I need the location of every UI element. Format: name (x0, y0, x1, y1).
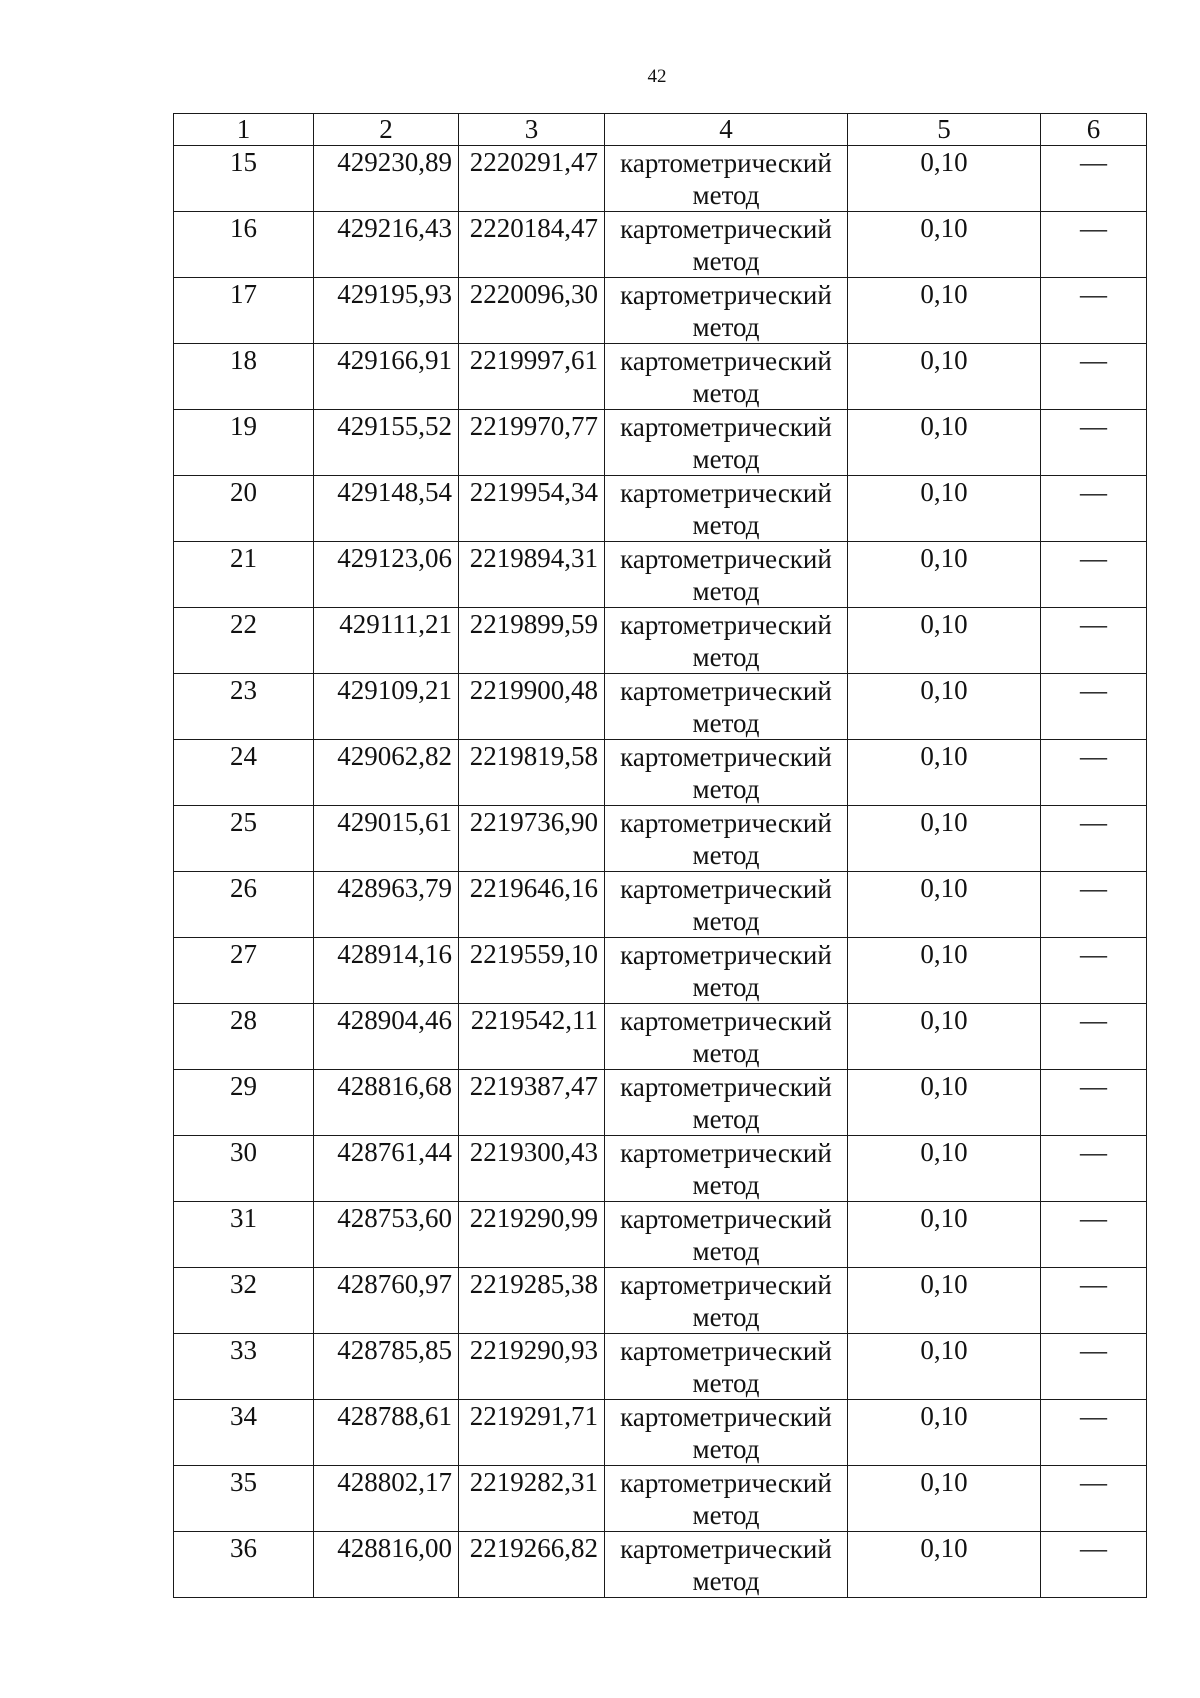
note-cell: — (1041, 1268, 1147, 1334)
point-number-cell: 17 (174, 278, 314, 344)
x-coordinate-cell: 428816,00 (314, 1532, 459, 1598)
y-coordinate-cell: 2220184,47 (459, 212, 605, 278)
table-row (174, 1466, 1147, 1532)
x-coordinate-cell: 429216,43 (314, 212, 459, 278)
table-row (174, 1400, 1147, 1466)
y-coordinate-cell: 2220291,47 (459, 146, 605, 212)
x-coordinate-cell: 429123,06 (314, 542, 459, 608)
accuracy-cell: 0,10 (848, 1532, 1041, 1598)
note-cell: — (1041, 1400, 1147, 1466)
y-coordinate-cell: 2219290,93 (459, 1334, 605, 1400)
x-coordinate-cell: 428802,17 (314, 1466, 459, 1532)
y-coordinate-cell: 2219970,77 (459, 410, 605, 476)
point-number-cell: 16 (174, 212, 314, 278)
method-cell: картометрический метод (605, 410, 848, 476)
method-cell: картометрический метод (605, 278, 848, 344)
coordinates-table (173, 113, 1147, 1598)
y-coordinate-cell: 2219900,48 (459, 674, 605, 740)
note-cell: — (1041, 1532, 1147, 1598)
note-cell: — (1041, 146, 1147, 212)
column-header: 1 (174, 114, 314, 146)
y-coordinate-cell: 2219819,58 (459, 740, 605, 806)
method-cell: картометрический метод (605, 1532, 848, 1598)
y-coordinate-cell: 2219285,38 (459, 1268, 605, 1334)
note-cell: — (1041, 806, 1147, 872)
table-row (174, 146, 1147, 212)
x-coordinate-cell: 428904,46 (314, 1004, 459, 1070)
note-cell: — (1041, 872, 1147, 938)
table-row (174, 212, 1147, 278)
note-cell: — (1041, 1202, 1147, 1268)
x-coordinate-cell: 428785,85 (314, 1334, 459, 1400)
y-coordinate-cell: 2219559,10 (459, 938, 605, 1004)
note-cell: — (1041, 278, 1147, 344)
point-number-cell: 24 (174, 740, 314, 806)
accuracy-cell: 0,10 (848, 674, 1041, 740)
point-number-cell: 31 (174, 1202, 314, 1268)
column-header: 4 (605, 114, 848, 146)
table-row (174, 608, 1147, 674)
y-coordinate-cell: 2219300,43 (459, 1136, 605, 1202)
accuracy-cell: 0,10 (848, 1070, 1041, 1136)
method-cell: картометрический метод (605, 1004, 848, 1070)
method-cell: картометрический метод (605, 608, 848, 674)
method-cell: картометрический метод (605, 740, 848, 806)
note-cell: — (1041, 344, 1147, 410)
accuracy-cell: 0,10 (848, 278, 1041, 344)
method-cell: картометрический метод (605, 1268, 848, 1334)
point-number-cell: 27 (174, 938, 314, 1004)
x-coordinate-cell: 429111,21 (314, 608, 459, 674)
accuracy-cell: 0,10 (848, 806, 1041, 872)
table-row (174, 344, 1147, 410)
table-body (174, 146, 1147, 1598)
x-coordinate-cell: 429195,93 (314, 278, 459, 344)
method-cell: картометрический метод (605, 1136, 848, 1202)
x-coordinate-cell: 429109,21 (314, 674, 459, 740)
header-row (174, 114, 1147, 146)
accuracy-cell: 0,10 (848, 542, 1041, 608)
method-cell: картометрический метод (605, 1202, 848, 1268)
table-row (174, 1136, 1147, 1202)
note-cell: — (1041, 938, 1147, 1004)
table-row (174, 872, 1147, 938)
table-row (174, 1202, 1147, 1268)
table-row (174, 1532, 1147, 1598)
accuracy-cell: 0,10 (848, 1004, 1041, 1070)
note-cell: — (1041, 1466, 1147, 1532)
x-coordinate-cell: 428761,44 (314, 1136, 459, 1202)
method-cell: картометрический метод (605, 806, 848, 872)
point-number-cell: 21 (174, 542, 314, 608)
point-number-cell: 34 (174, 1400, 314, 1466)
x-coordinate-cell: 429155,52 (314, 410, 459, 476)
y-coordinate-cell: 2219736,90 (459, 806, 605, 872)
table-row (174, 278, 1147, 344)
accuracy-cell: 0,10 (848, 1268, 1041, 1334)
method-cell: картометрический метод (605, 476, 848, 542)
table-row (174, 410, 1147, 476)
table-row (174, 1334, 1147, 1400)
note-cell: — (1041, 476, 1147, 542)
point-number-cell: 30 (174, 1136, 314, 1202)
x-coordinate-cell: 428760,97 (314, 1268, 459, 1334)
accuracy-cell: 0,10 (848, 938, 1041, 1004)
x-coordinate-cell: 429015,61 (314, 806, 459, 872)
x-coordinate-cell: 428788,61 (314, 1400, 459, 1466)
point-number-cell: 18 (174, 344, 314, 410)
note-cell: — (1041, 740, 1147, 806)
point-number-cell: 22 (174, 608, 314, 674)
method-cell: картометрический метод (605, 1400, 848, 1466)
point-number-cell: 15 (174, 146, 314, 212)
y-coordinate-cell: 2219387,47 (459, 1070, 605, 1136)
method-cell: картометрический метод (605, 212, 848, 278)
note-cell: — (1041, 212, 1147, 278)
point-number-cell: 20 (174, 476, 314, 542)
table-row (174, 1268, 1147, 1334)
page-number: 42 (647, 66, 667, 87)
x-coordinate-cell: 428963,79 (314, 872, 459, 938)
accuracy-cell: 0,10 (848, 1334, 1041, 1400)
note-cell: — (1041, 1070, 1147, 1136)
x-coordinate-cell: 428816,68 (314, 1070, 459, 1136)
table-row (174, 674, 1147, 740)
accuracy-cell: 0,10 (848, 872, 1041, 938)
x-coordinate-cell: 428914,16 (314, 938, 459, 1004)
accuracy-cell: 0,10 (848, 212, 1041, 278)
y-coordinate-cell: 2219290,99 (459, 1202, 605, 1268)
accuracy-cell: 0,10 (848, 1202, 1041, 1268)
accuracy-cell: 0,10 (848, 410, 1041, 476)
column-header: 5 (848, 114, 1041, 146)
y-coordinate-cell: 2219282,31 (459, 1466, 605, 1532)
table-row (174, 1004, 1147, 1070)
accuracy-cell: 0,10 (848, 740, 1041, 806)
method-cell: картометрический метод (605, 674, 848, 740)
note-cell: — (1041, 410, 1147, 476)
method-cell: картометрический метод (605, 542, 848, 608)
note-cell: — (1041, 608, 1147, 674)
note-cell: — (1041, 1136, 1147, 1202)
y-coordinate-cell: 2219899,59 (459, 608, 605, 674)
x-coordinate-cell: 428753,60 (314, 1202, 459, 1268)
table-header (174, 114, 1147, 146)
column-header: 3 (459, 114, 605, 146)
method-cell: картометрический метод (605, 146, 848, 212)
table-row (174, 938, 1147, 1004)
point-number-cell: 35 (174, 1466, 314, 1532)
table-row (174, 542, 1147, 608)
point-number-cell: 33 (174, 1334, 314, 1400)
method-cell: картометрический метод (605, 938, 848, 1004)
point-number-cell: 32 (174, 1268, 314, 1334)
table-row (174, 1070, 1147, 1136)
method-cell: картометрический метод (605, 1334, 848, 1400)
method-cell: картометрический метод (605, 1466, 848, 1532)
point-number-cell: 25 (174, 806, 314, 872)
table-row (174, 740, 1147, 806)
note-cell: — (1041, 1334, 1147, 1400)
point-number-cell: 29 (174, 1070, 314, 1136)
y-coordinate-cell: 2219894,31 (459, 542, 605, 608)
method-cell: картометрический метод (605, 1070, 848, 1136)
note-cell: — (1041, 1004, 1147, 1070)
accuracy-cell: 0,10 (848, 476, 1041, 542)
point-number-cell: 19 (174, 410, 314, 476)
point-number-cell: 28 (174, 1004, 314, 1070)
y-coordinate-cell: 2219646,16 (459, 872, 605, 938)
point-number-cell: 23 (174, 674, 314, 740)
point-number-cell: 26 (174, 872, 314, 938)
note-cell: — (1041, 674, 1147, 740)
accuracy-cell: 0,10 (848, 1466, 1041, 1532)
x-coordinate-cell: 429062,82 (314, 740, 459, 806)
accuracy-cell: 0,10 (848, 1136, 1041, 1202)
x-coordinate-cell: 429148,54 (314, 476, 459, 542)
method-cell: картометрический метод (605, 344, 848, 410)
note-cell: — (1041, 542, 1147, 608)
accuracy-cell: 0,10 (848, 344, 1041, 410)
x-coordinate-cell: 429230,89 (314, 146, 459, 212)
accuracy-cell: 0,10 (848, 1400, 1041, 1466)
x-coordinate-cell: 429166,91 (314, 344, 459, 410)
point-number-cell: 36 (174, 1532, 314, 1598)
accuracy-cell: 0,10 (848, 146, 1041, 212)
y-coordinate-cell: 2219266,82 (459, 1532, 605, 1598)
y-coordinate-cell: 2219997,61 (459, 344, 605, 410)
table-row (174, 476, 1147, 542)
y-coordinate-cell: 2219542,11 (459, 1004, 605, 1070)
column-header: 2 (314, 114, 459, 146)
method-cell: картометрический метод (605, 872, 848, 938)
accuracy-cell: 0,10 (848, 608, 1041, 674)
y-coordinate-cell: 2220096,30 (459, 278, 605, 344)
table-row (174, 806, 1147, 872)
column-header: 6 (1041, 114, 1147, 146)
y-coordinate-cell: 2219954,34 (459, 476, 605, 542)
y-coordinate-cell: 2219291,71 (459, 1400, 605, 1466)
